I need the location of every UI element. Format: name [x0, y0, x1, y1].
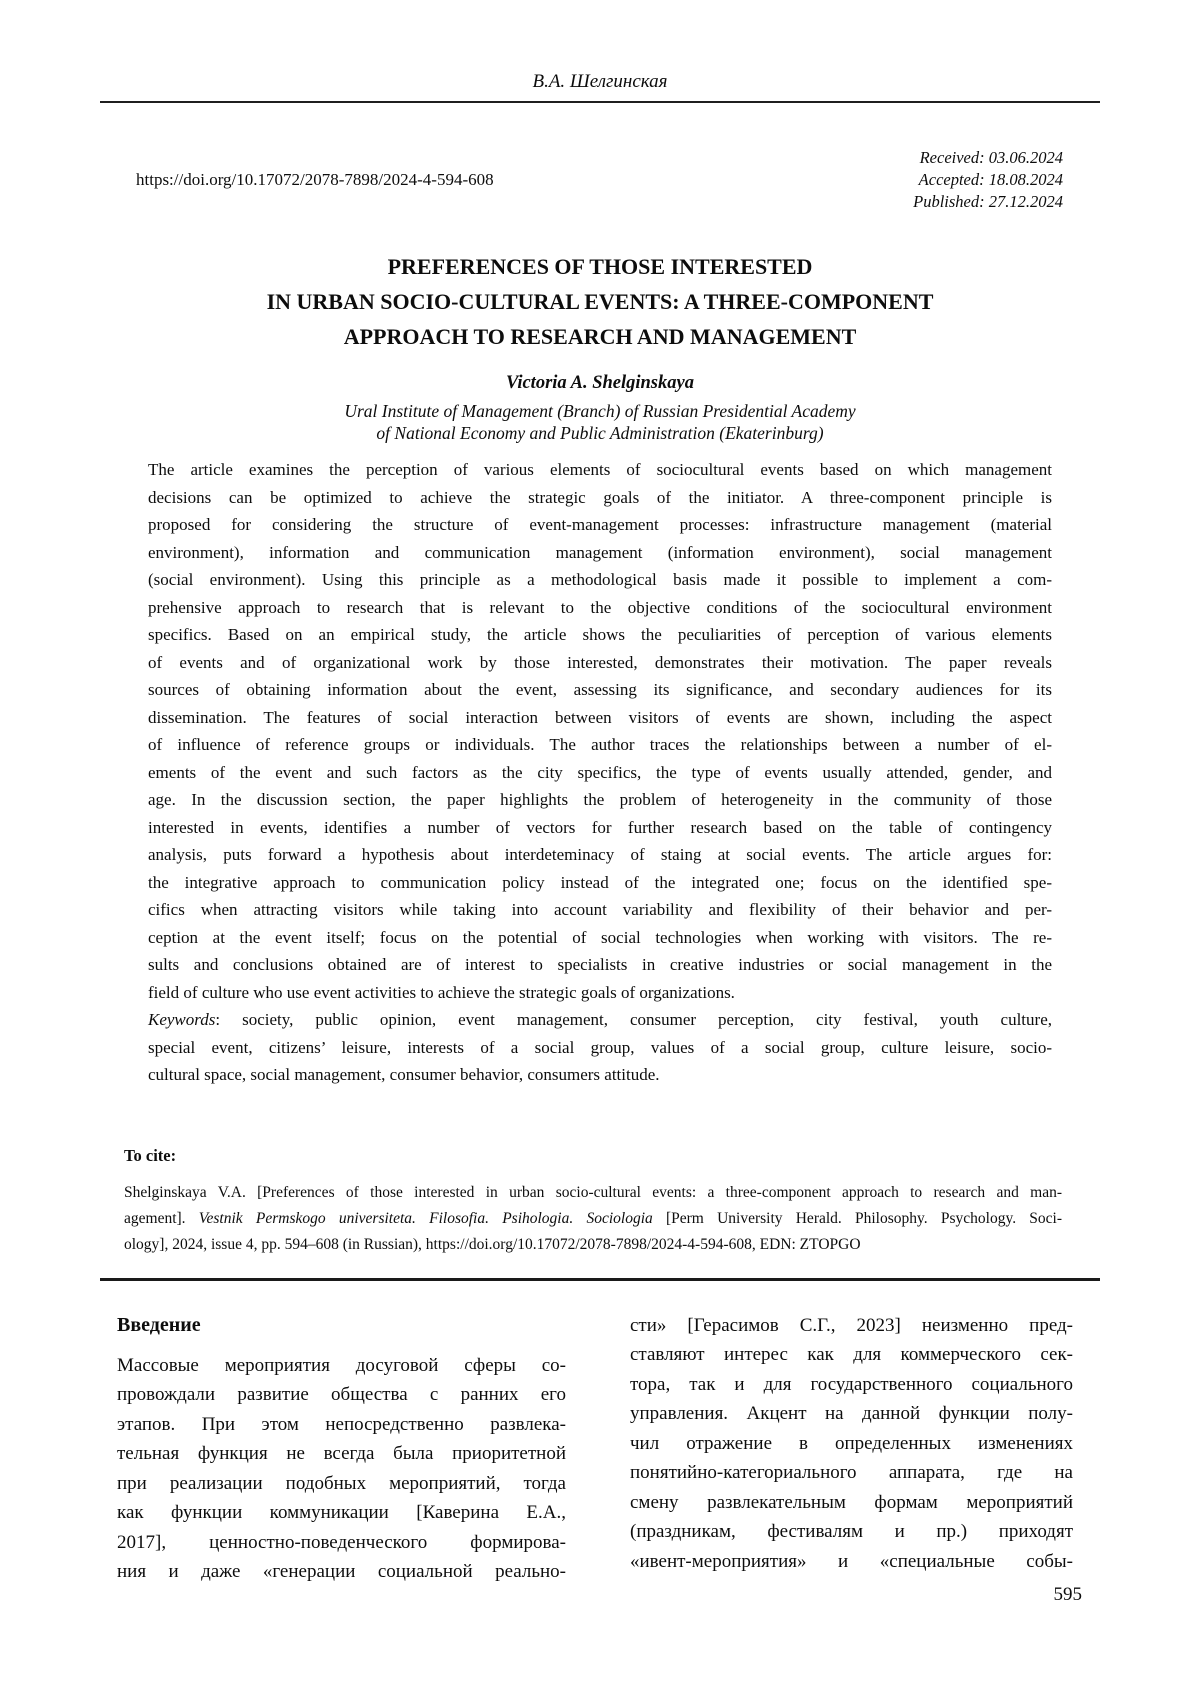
- to-cite-label: To cite:: [124, 1145, 177, 1165]
- text-line: тора, так и для государственного социального: [630, 1373, 1073, 1395]
- section-divider: [100, 1278, 1100, 1281]
- article-title: [100, 249, 1100, 354]
- affiliation-line-2: of National Economy and Public Administration (Ekaterinburg): [376, 423, 824, 443]
- text-line: 2017], ценностно-поведенческого формирова-: [117, 1531, 566, 1553]
- abstract-line: ception at the event itself; focus on the potential of social technologies when working with visitors. The re-: [148, 927, 1052, 947]
- citation-line: ology], 2024, issue 4, pp. 594–608 (in Russian), https://doi.org/10.17072/2078-7898/2024-4-594-608, EDN: ZTOPGO: [124, 1235, 861, 1253]
- text-line: провождали развитие общества с ранних его: [117, 1384, 566, 1405]
- abstract-line: proposed for considering the structure of event-management processes: infrastructure management (material: [148, 515, 1052, 534]
- text-line: тельная функция не всегда была приоритетной: [117, 1443, 566, 1464]
- affiliation-line-1: Ural Institute of Management (Branch) of Russian Presidential Academy: [344, 401, 856, 421]
- right-column: [630, 1311, 1073, 1587]
- text-line: смену развлекательным формам мероприятий: [630, 1491, 1073, 1513]
- dates-block: [913, 147, 1063, 213]
- doi-link[interactable]: https://doi.org/10.17072/2078-7898/2024-4-594-608: [136, 170, 494, 189]
- keywords-label: Keywords: [148, 1010, 216, 1029]
- text-line: сти» [Герасимов С.Г., 2023] неизменно пред-: [630, 1314, 1073, 1336]
- running-head: В.А. Шелгинская: [532, 71, 668, 92]
- page-number: 595: [1053, 1584, 1082, 1605]
- keywords-rest: : society, public opinion, event management, consumer perception, city festival, youth culture,: [215, 1010, 1052, 1029]
- abstract-line: of influence of reference groups or individuals. The author traces the relationships between a number of el-: [148, 735, 1052, 754]
- abstract-line: dissemination. The features of social interaction between visitors of events are shown, including the aspect: [148, 707, 1052, 727]
- text-line: понятийно-категориального аппарата, где на: [630, 1462, 1073, 1483]
- keywords-block: [148, 1006, 1052, 1089]
- abstract-line: field of culture who use event activities to achieve the strategic goals of organizations.: [148, 982, 735, 1002]
- citation-block: [124, 1180, 1062, 1258]
- text-line: Массовые мероприятия досуговой сферы со-: [117, 1354, 566, 1376]
- abstract-line: sources of obtaining information about the event, assessing its significance, and secondary audiences for its: [148, 680, 1052, 699]
- intro-heading: Введение: [117, 1313, 201, 1336]
- intro-left-text: [117, 1351, 566, 1587]
- keywords-line: special event, citizens’ leisure, interests of a social group, values of a social group, culture leisure, socio-: [148, 1037, 1052, 1057]
- affiliation: [100, 400, 1100, 444]
- article-title-line-1: PREFERENCES OF THOSE INTERESTED: [387, 254, 813, 279]
- intro-right-text: [630, 1311, 1073, 1577]
- text-line: «ивент-мероприятия» и «специальные собы-: [630, 1550, 1073, 1572]
- abstract-line: analysis, puts forward a hypothesis about interdeteminacy of staing at social events. The article argues for:: [148, 845, 1052, 864]
- meta-row: [100, 147, 1100, 213]
- keywords-line: [148, 1006, 1052, 1034]
- abstract-line: specifics. Based on an empirical study, the article shows the peculiarities of perception of various elements: [148, 625, 1052, 644]
- abstract-line: decisions can be optimized to achieve the strategic goals of the initiator. A three-component principle is: [148, 487, 1052, 507]
- journal-title: Vestnik Permskogo universiteta. Filosofia. Psihologia. Sociologia: [198, 1209, 653, 1227]
- author-name: Victoria A. Shelginskaya: [506, 373, 694, 393]
- abstract-line: The article examines the perception of various elements of sociocultural events based on which management: [148, 460, 1052, 479]
- document-page: [100, 0, 1100, 1605]
- text-line: управления. Акцент на данной функции полу-: [630, 1403, 1073, 1424]
- text-line: как функции коммуникации [Каверина Е.А.,: [117, 1502, 566, 1523]
- text-line: этапов. При этом непосредственно развлека-: [117, 1413, 566, 1435]
- abstract-line: the integrative approach to communication policy instead of the integrated one; focus on the identified spe-: [148, 872, 1052, 892]
- text-line: ния и даже «генерации социальной реально-: [117, 1561, 566, 1582]
- received-date: Received: 03.06.2024: [919, 148, 1063, 167]
- abstract-text: [148, 456, 1052, 1006]
- introduction-section: [117, 1311, 1073, 1587]
- abstract-line: cifics when attracting visitors while taking into account variability and flexibility of their behavior and per-: [148, 900, 1052, 919]
- citation-text: [Perm University Herald. Philosophy. Psychology. Soci-: [652, 1209, 1063, 1227]
- header-divider: [100, 101, 1100, 103]
- text-line: чил отражение в определенных изменениях: [630, 1432, 1073, 1454]
- text-line: (праздникам, фестивалям и пр.) приходят: [630, 1521, 1073, 1542]
- accepted-date: Accepted: 18.08.2024: [918, 170, 1063, 189]
- abstract-line: (social environment). Using this principle as a methodological basis made it possible to implement a com-: [148, 570, 1052, 589]
- abstract-line: ements of the event and such factors as the city specifics, the type of events usually attended, gender, and: [148, 762, 1052, 782]
- abstract-line: age. In the discussion section, the paper highlights the problem of heterogeneity in the community of those: [148, 790, 1052, 809]
- abstract-line: prehensive approach to research that is relevant to the objective conditions of the sociocultural environment: [148, 597, 1052, 617]
- citation-text: agement].: [124, 1209, 199, 1227]
- abstract-line: of events and of organizational work by those interested, demonstrates their motivation. The paper reveals: [148, 652, 1052, 672]
- text-line: при реализации подобных мероприятий, тогда: [117, 1472, 566, 1494]
- abstract-line: interested in events, identifies a number of vectors for further research based on the table of contingency: [148, 817, 1052, 837]
- citation-line: Shelginskaya V.A. [Preferences of those interested in urban socio-cultural events: a three-component approach to research and man-: [124, 1183, 1062, 1201]
- text-line: ставляют интерес как для коммерческого сек-: [630, 1344, 1073, 1365]
- published-date: Published: 27.12.2024: [913, 192, 1063, 211]
- abstract-line: environment), information and communication management (information environment), social management: [148, 542, 1052, 562]
- article-title-line-3: APPROACH TO RESEARCH AND MANAGEMENT: [343, 324, 857, 349]
- left-column: [117, 1311, 566, 1587]
- citation-line: [124, 1206, 1062, 1232]
- abstract-line: sults and conclusions obtained are of interest to specialists in creative industries or social management in the: [148, 955, 1052, 974]
- keywords-line: cultural space, social management, consumer behavior, consumers attitude.: [148, 1065, 660, 1084]
- article-title-line-2: IN URBAN SOCIO-CULTURAL EVENTS: A THREE-COMPONENT: [266, 289, 934, 314]
